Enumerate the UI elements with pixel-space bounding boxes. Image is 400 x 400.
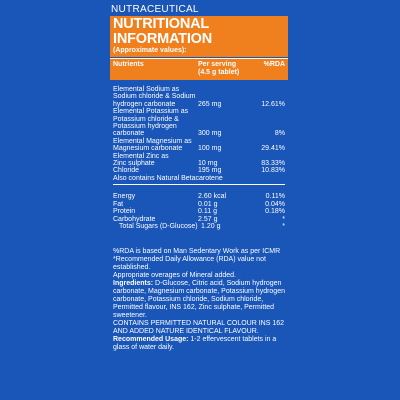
- nutrient-name: Elemental Magnesium as Magnesium carbonate: [113, 137, 192, 153]
- rda-not-established-note: *Recommended Daily Allowance (RDA) value not established.: [113, 256, 266, 272]
- nutrient-amount: 0.11 g: [198, 208, 217, 216]
- nutrient-amount: 2.57 g: [198, 215, 218, 223]
- panel-title: NUTRITIONAL INFORMATION: [113, 16, 213, 47]
- table-row: [113, 193, 285, 200]
- colour-flavour-note: CONTAINS PERMITTED NATURAL COLOUR INS 162 AND ADDED NATURE IDENTICAL FLAVOUR.: [113, 320, 285, 336]
- nutrient-name: Protein: [113, 208, 136, 216]
- nutrient-amount: 300 mg: [198, 130, 222, 138]
- table-header: [110, 58, 288, 80]
- table-row: [113, 223, 285, 230]
- panel-subtitle: (Approximate values):: [113, 47, 187, 54]
- usage-note: [113, 336, 285, 352]
- nutrient-amount: 195 mg: [198, 167, 222, 175]
- nutrient-rda: 0.04%: [265, 200, 285, 208]
- table-row: [113, 201, 285, 208]
- nutrient-amount: 100 mg: [198, 145, 222, 153]
- title-banner: [110, 16, 288, 57]
- nutrient-rda: *: [282, 215, 285, 223]
- nutrient-rda: 0.11%: [265, 193, 285, 201]
- divider: [113, 184, 285, 185]
- nutrient-name: Energy: [113, 193, 136, 201]
- overages-note: Appropriate overages of Mineral added.: [113, 272, 236, 280]
- nutrient-name: Elemental Zinc as Zinc sulphate: [113, 152, 169, 168]
- nutrient-name: Elemental Sodium as Sodium chloride & Sodium hydrogen carbonate: [113, 86, 196, 108]
- col-per-serving: Per serving (4.5 g tablet): [198, 61, 240, 76]
- rda-basis-note: %RDA is based on Man Sedentary Work as per ICMR: [113, 248, 281, 256]
- table-row: [113, 108, 285, 138]
- table-row: [113, 208, 285, 215]
- nutrient-name: Chloride: [113, 167, 140, 175]
- table-row: [113, 138, 285, 153]
- col-rda: %RDA: [263, 61, 285, 68]
- table-row: [113, 167, 285, 174]
- nutrient-name: Fat: [113, 200, 124, 208]
- nutrient-rda: 29.41%: [261, 145, 285, 153]
- nutrition-panel: [110, 4, 288, 398]
- table-row: [113, 153, 285, 168]
- usage-label: Recommended Usage:: [113, 336, 189, 344]
- nutrient-name: Total Sugars (D-Glucose): [119, 222, 198, 230]
- usage-text: 1-2 effervescent tablets in a glass of water daily.: [113, 336, 277, 352]
- ingredients-note: [113, 280, 285, 320]
- nutrient-amount: 0.01 g: [198, 200, 218, 208]
- nutrient-amount: 265 mg: [198, 100, 222, 108]
- brand-label: NUTRACEUTICAL: [111, 4, 199, 15]
- col-nutrients: Nutrients: [113, 61, 144, 68]
- nutrient-rda: 8%: [274, 130, 285, 138]
- ingredients-label: Ingredients:: [113, 280, 154, 288]
- nutrient-rda: 12.61%: [261, 100, 285, 108]
- table-row: [113, 216, 285, 223]
- nutrient-amount: 1.20 g: [201, 222, 221, 230]
- nutrient-amount: 2.60 kcal: [198, 193, 227, 201]
- energy-table: [110, 188, 288, 230]
- nutrient-rda: *: [282, 222, 285, 230]
- notes-section: [110, 248, 288, 352]
- table-row: [113, 86, 285, 108]
- nutrient-rda: 10.83%: [261, 167, 285, 175]
- nutrient-rda: 83.33%: [261, 160, 285, 168]
- nutrient-rda: 0.18%: [265, 208, 285, 216]
- nutrient-name: Carbohydrate: [113, 215, 156, 223]
- betacarotene-note: Also contains Natural Betacarotene: [113, 174, 223, 182]
- nutrient-name: Elemental Potassium as Potassium chloride & Potassium hydrogen carbonate: [113, 108, 189, 138]
- ingredients-text: D-Glucose, Citric acid, Sodium hydrogen carbonate, Magnesium carbonate, Potassium hydrogen carbonate, Potassium chloride, Sodium chloride, Permitted flavour, INS 162, Zinc sulphate, Permitted sweetener.: [113, 280, 285, 320]
- nutrient-amount: 10 mg: [198, 160, 218, 168]
- minerals-table: [110, 80, 288, 182]
